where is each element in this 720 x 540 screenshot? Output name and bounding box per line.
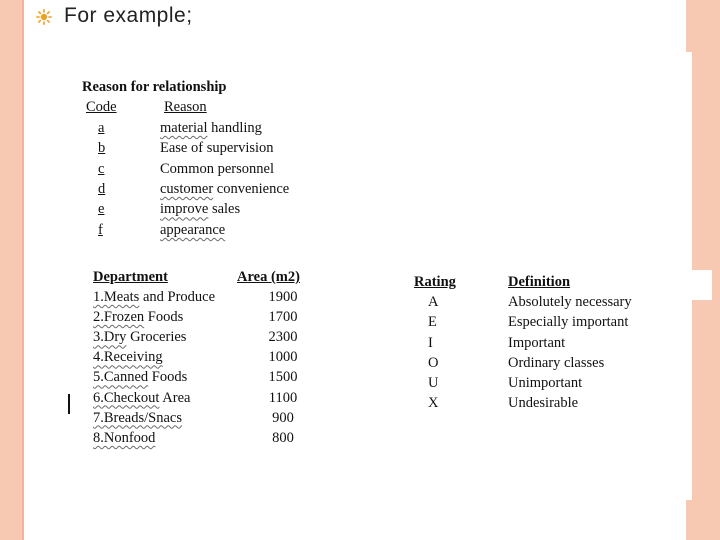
reasons-col-reason: Reason bbox=[164, 99, 207, 116]
reason-text-rest: handling bbox=[207, 119, 262, 136]
reason-text-cell bbox=[160, 220, 225, 240]
department-name-wavy: 1.Meats bbox=[93, 289, 140, 306]
rating-definition: Undesirable bbox=[508, 395, 579, 412]
reasons-col-code: Code bbox=[86, 99, 117, 116]
reason-code-cell bbox=[82, 220, 160, 240]
rating-letter: X bbox=[428, 395, 439, 412]
reason-code: b bbox=[98, 140, 106, 157]
ratings-header-row bbox=[414, 272, 632, 292]
reason-code-cell bbox=[82, 118, 160, 138]
department-row bbox=[93, 367, 313, 387]
department-name-cell bbox=[93, 428, 253, 448]
reason-text-rest: sales bbox=[208, 201, 241, 218]
department-area: 800 bbox=[272, 429, 294, 446]
department-name-rest: and Produce bbox=[139, 289, 216, 306]
department-row bbox=[93, 327, 313, 347]
reason-code: c bbox=[98, 160, 105, 177]
reason-row bbox=[82, 138, 289, 158]
reason-code-cell bbox=[82, 138, 160, 158]
rating-letter: E bbox=[428, 314, 437, 331]
text-cursor-mark bbox=[68, 394, 70, 414]
department-name-rest: Area bbox=[159, 389, 191, 406]
reason-text-cell bbox=[160, 199, 240, 219]
department-name-wavy: 7.Breads/Snacs bbox=[93, 409, 182, 426]
department-name-rest: Foods bbox=[148, 369, 188, 386]
rating-row bbox=[414, 393, 632, 413]
rating-letter: O bbox=[428, 354, 439, 371]
rating-row bbox=[414, 312, 632, 332]
department-row bbox=[93, 388, 313, 408]
reason-row bbox=[82, 199, 289, 219]
departments-col-area: Area (m2) bbox=[237, 269, 300, 285]
reason-text-first: material bbox=[160, 119, 208, 136]
slide-frame-right-gap bbox=[686, 270, 712, 300]
reason-row bbox=[82, 159, 289, 179]
slide-frame-left bbox=[0, 0, 22, 540]
reason-row bbox=[82, 179, 289, 199]
ratings-table bbox=[414, 272, 632, 413]
department-area: 1000 bbox=[268, 349, 298, 366]
department-name-cell bbox=[93, 307, 253, 327]
rating-letter: I bbox=[428, 334, 433, 351]
ratings-rows bbox=[414, 292, 632, 413]
rating-row bbox=[414, 333, 632, 353]
rating-row bbox=[414, 373, 632, 393]
department-area: 2300 bbox=[268, 329, 298, 346]
department-row bbox=[93, 347, 313, 367]
reason-text-cell bbox=[160, 138, 274, 158]
slide-heading: For example; bbox=[64, 4, 193, 27]
departments-header-row bbox=[93, 267, 313, 287]
department-name-wavy: 5.Canned bbox=[93, 369, 149, 386]
department-name-wavy: 8.Nonfood bbox=[93, 429, 156, 446]
department-name-wavy: 2.Frozen bbox=[93, 309, 145, 326]
reason-text-first: improve bbox=[160, 201, 209, 218]
reason-text-cell bbox=[160, 118, 262, 138]
reason-row bbox=[82, 220, 289, 240]
department-row bbox=[93, 307, 313, 327]
departments-rows bbox=[93, 287, 313, 448]
department-row bbox=[93, 428, 313, 448]
reasons-header-row bbox=[82, 97, 289, 117]
rating-row bbox=[414, 353, 632, 373]
reason-text-first: appearance bbox=[160, 221, 226, 238]
departments-table bbox=[93, 267, 313, 448]
rating-definition: Absolutely necessary bbox=[508, 294, 632, 311]
reasons-title: Reason for relationship bbox=[82, 79, 227, 95]
department-name-cell bbox=[93, 388, 253, 408]
reason-text-cell bbox=[160, 159, 274, 179]
department-area: 1900 bbox=[268, 289, 298, 306]
reason-text-cell bbox=[160, 179, 289, 199]
reason-text-rest: Ease of supervision bbox=[160, 140, 274, 157]
department-name-cell bbox=[93, 327, 253, 347]
reason-code-cell bbox=[82, 179, 160, 199]
ratings-col-definition: Definition bbox=[508, 274, 571, 290]
department-name-wavy: 4.Receiving bbox=[93, 349, 163, 366]
department-name-rest: Groceries bbox=[126, 329, 187, 346]
department-name-cell bbox=[93, 408, 253, 428]
department-name-cell bbox=[93, 287, 253, 307]
reason-code-cell bbox=[82, 159, 160, 179]
department-row bbox=[93, 287, 313, 307]
department-name-cell bbox=[93, 367, 253, 387]
reason-text-first: customer bbox=[160, 181, 214, 198]
reason-text-rest: convenience bbox=[213, 181, 290, 198]
department-area: 1100 bbox=[268, 389, 298, 406]
departments-col-department: Department bbox=[93, 269, 168, 285]
reason-code: d bbox=[98, 181, 106, 198]
slide-frame-right-tab-bottom bbox=[686, 500, 692, 540]
rating-definition: Unimportant bbox=[508, 375, 583, 392]
department-area: 900 bbox=[272, 409, 294, 426]
ratings-col-rating: Rating bbox=[414, 274, 456, 290]
department-name-rest: Foods bbox=[144, 309, 184, 326]
reason-code-cell bbox=[82, 199, 160, 219]
slide-frame-right-tab-top bbox=[686, 0, 692, 52]
rating-definition: Ordinary classes bbox=[508, 354, 605, 371]
rating-definition: Especially important bbox=[508, 314, 629, 331]
rating-letter: A bbox=[428, 294, 439, 311]
reason-code: e bbox=[98, 201, 105, 218]
reasons-rows bbox=[82, 118, 289, 240]
rating-definition: Important bbox=[508, 334, 566, 351]
department-name-wavy: 3.Dry bbox=[93, 329, 127, 346]
rating-row bbox=[414, 292, 632, 312]
slide-frame-left-edge bbox=[22, 0, 24, 540]
reason-text-rest: Common personnel bbox=[160, 160, 274, 177]
reason-code: f bbox=[98, 221, 103, 238]
department-area: 1500 bbox=[268, 369, 298, 386]
reason-code: a bbox=[98, 119, 105, 136]
reasons-table bbox=[82, 77, 289, 240]
reason-row bbox=[82, 118, 289, 138]
department-area: 1700 bbox=[268, 309, 298, 326]
rating-letter: U bbox=[428, 375, 439, 392]
department-name-cell bbox=[93, 347, 253, 367]
department-row bbox=[93, 408, 313, 428]
sun-bullet-icon bbox=[36, 9, 52, 25]
department-name-wavy: 6.Checkout bbox=[93, 389, 160, 406]
